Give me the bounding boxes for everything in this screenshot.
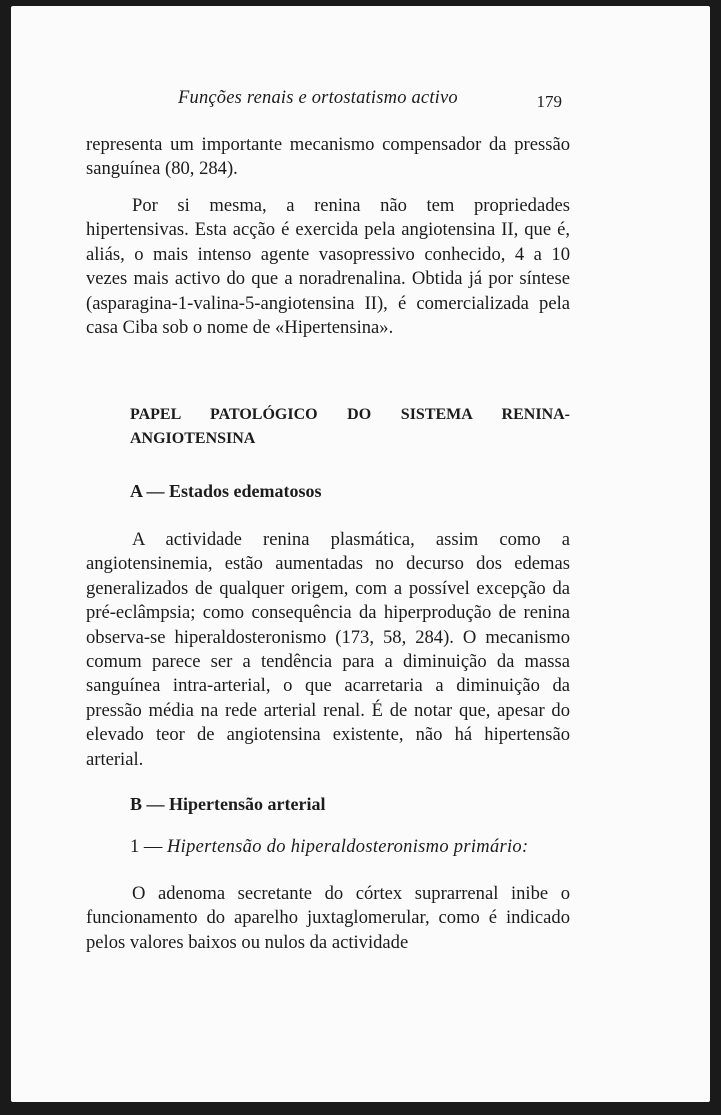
subheading-b1-title: Hipertensão do hiperaldosteronismo primário:: [167, 837, 529, 857]
paragraph-continuation: representa um importante mecanismo compensador da pressão sanguínea (80, 284).: [86, 134, 570, 180]
running-head-title: Funções renais e ortostatismo activo: [178, 88, 458, 108]
subheading-b: B — Hipertensão arterial: [130, 794, 326, 814]
paragraph-renina: Por si mesma, a renina não tem propriedades hipertensivas. Esta acção é exercida pela angiotensina II, que é, aliás, o mais intenso agente vasopressivo conhecido, 4 a 10 vezes mais activo do que a noradrenalina. Obtida já por síntese (asparagina-1-valina-5-angiotensina II), é comercializada pela casa Ciba sob o nome de «Hipertensina».: [86, 195, 570, 339]
paragraph-adenoma: O adenoma secretante do córtex suprarrenal inibe o funcionamento do aparelho juxtaglomerular, como é indicado pelos valores baixos ou nulos da actividade: [86, 883, 570, 953]
subheading-a: A — Estados edematosos: [130, 481, 322, 501]
running-head: [86, 86, 570, 116]
paragraph-edemas: A actividade renina plasmática, assim como a angiotensinemia, estão aumentadas no decurso dos edemas generalizados de qualquer origem, com a possível excepção da pré-eclâmpsia; como consequência da hiperprodução de renina observa-se hiperaldosteronismo (173, 58, 284). O mecanismo comum parece ser a tendência para a diminuição da massa sanguínea intra-arterial, o que acarretaria a diminuição da pressão média na rede arterial renal. É de notar que, apesar do elevado teor de angiotensina existente, não há hipertensão arterial.: [86, 529, 570, 770]
page-number: 179: [536, 92, 562, 111]
section-heading: PAPEL PATOLÓGICO DO SISTEMA RENINA-ANGIOTENSINA: [130, 406, 570, 447]
subheading-b1-number: 1 —: [130, 837, 163, 857]
book-page: [11, 6, 710, 1102]
subheading-b1: [130, 837, 528, 858]
